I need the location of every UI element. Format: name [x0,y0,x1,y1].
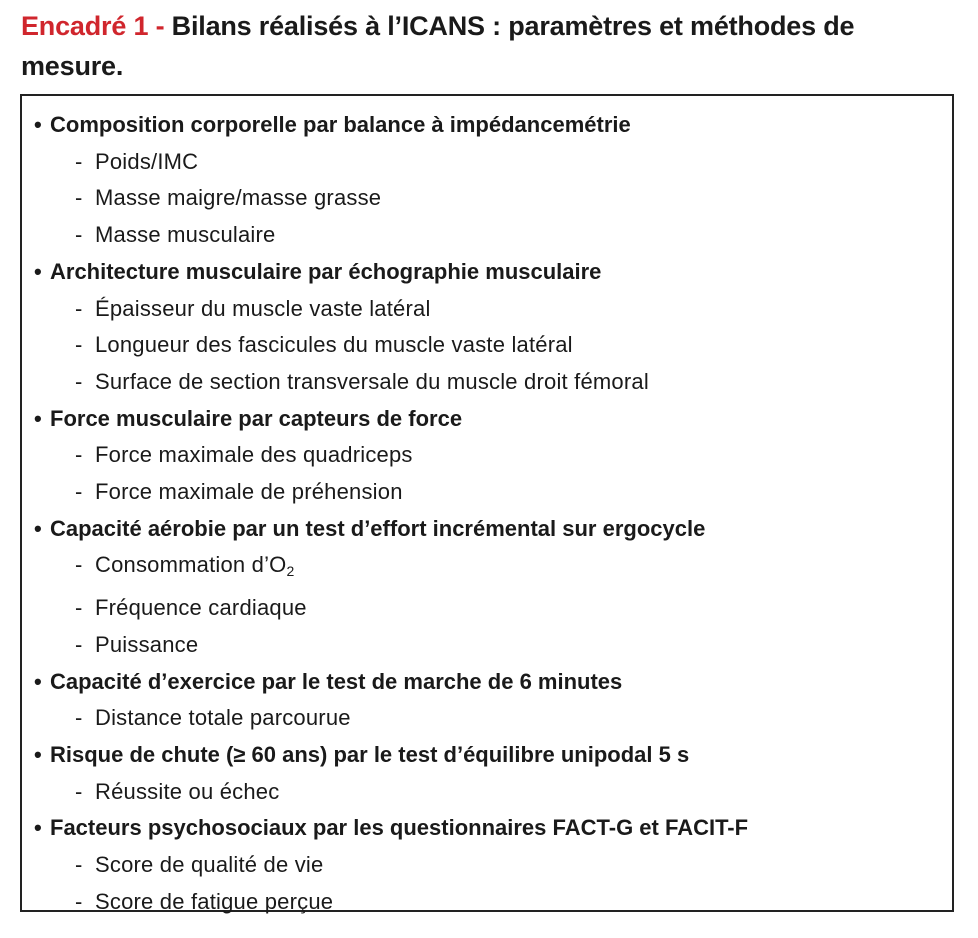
bullet-icon: • [34,815,42,841]
item-text: Distance totale parcourue [95,705,351,731]
section-title [22,107,952,144]
dash-icon: - [75,295,83,321]
list-item [22,590,952,627]
list-item [22,364,952,401]
item-text: Score de fatigue perçue [95,888,334,914]
section-fall-risk [22,737,952,810]
item-list [22,847,952,920]
dash-icon: - [75,148,83,174]
dash-icon: - [75,705,83,731]
item-list [22,291,952,401]
dash-icon: - [75,368,83,394]
info-box [20,94,954,912]
list-item [22,547,952,590]
item-list [22,700,952,737]
section-title-text: Architecture musculaire par échographie musculaire [50,258,602,284]
item-text: Score de qualité de vie [95,852,324,878]
dash-icon: - [75,888,83,914]
section-exercise-capacity [22,664,952,737]
dash-icon: - [75,332,83,358]
item-text: Masse maigre/masse grasse [95,185,382,211]
section-title-text: Capacité d’exercice par le test de marche de 6 minutes [50,668,623,694]
section-muscle-architecture [22,254,952,401]
item-text: Masse musculaire [95,222,276,248]
section-title [22,810,952,847]
item-list [22,547,952,663]
list-item [22,627,952,664]
section-aerobic-capacity [22,511,952,664]
list-item [22,327,952,364]
box-title-text: Bilans réalisés à l’ICANS : paramètres et méthodes de mesure. [21,11,855,81]
subscript: 2 [286,563,295,580]
list-item [22,144,952,181]
section-title-text: Composition corporelle par balance à impédancemétrie [50,112,631,137]
item-text: Force maximale des quadriceps [95,442,413,468]
list-item [22,847,952,884]
section-list [22,96,952,920]
item-text: Poids/IMC [95,148,199,174]
dash-icon: - [75,631,83,657]
list-item [22,700,952,737]
section-title-text: Force musculaire par capteurs de force [50,405,463,431]
bullet-icon: • [34,515,42,541]
item-text: Consommation d’O [95,552,287,578]
list-item [22,774,952,811]
dash-icon: - [75,442,83,468]
section-title [22,737,952,774]
item-list [22,774,952,811]
dash-icon: - [75,852,83,878]
list-item [22,437,952,474]
section-title [22,254,952,291]
dash-icon: - [75,222,83,248]
item-list [22,437,952,510]
bullet-icon: • [34,112,42,137]
list-item [22,474,952,511]
bullet-icon: • [34,668,42,694]
section-title-text: Facteurs psychosociaux par les questionnaires FACT-G et FACIT-F [50,815,749,841]
item-text: Épaisseur du muscle vaste latéral [95,295,431,321]
list-item [22,180,952,217]
section-body-composition [22,107,952,254]
section-title [22,401,952,438]
list-item [22,291,952,328]
box-label: Encadré 1 - [21,11,172,41]
dash-icon: - [75,552,83,578]
item-list [22,144,952,254]
dash-icon: - [75,479,83,505]
item-text: Surface de section transversale du muscle droit fémoral [95,368,649,394]
section-title [22,664,952,701]
list-item [22,217,952,254]
dash-icon: - [75,778,83,804]
bullet-icon: • [34,258,42,284]
dash-icon: - [75,595,83,621]
section-title [22,511,952,548]
section-muscle-strength [22,401,952,511]
dash-icon: - [75,185,83,211]
item-text: Longueur des fascicules du muscle vaste latéral [95,332,573,358]
section-psychosocial [22,810,952,920]
bullet-icon: • [34,741,42,767]
list-item [22,884,952,921]
section-title-text: Capacité aérobie par un test d’effort incrémental sur ergocycle [50,515,706,541]
item-text: Force maximale de préhension [95,479,403,505]
item-text: Puissance [95,631,199,657]
section-title-text: Risque de chute (≥ 60 ans) par le test d’équilibre unipodal 5 s [50,741,690,767]
bullet-icon: • [34,405,42,431]
item-text: Réussite ou échec [95,778,280,804]
box-title [21,6,961,86]
item-text: Fréquence cardiaque [95,595,307,621]
